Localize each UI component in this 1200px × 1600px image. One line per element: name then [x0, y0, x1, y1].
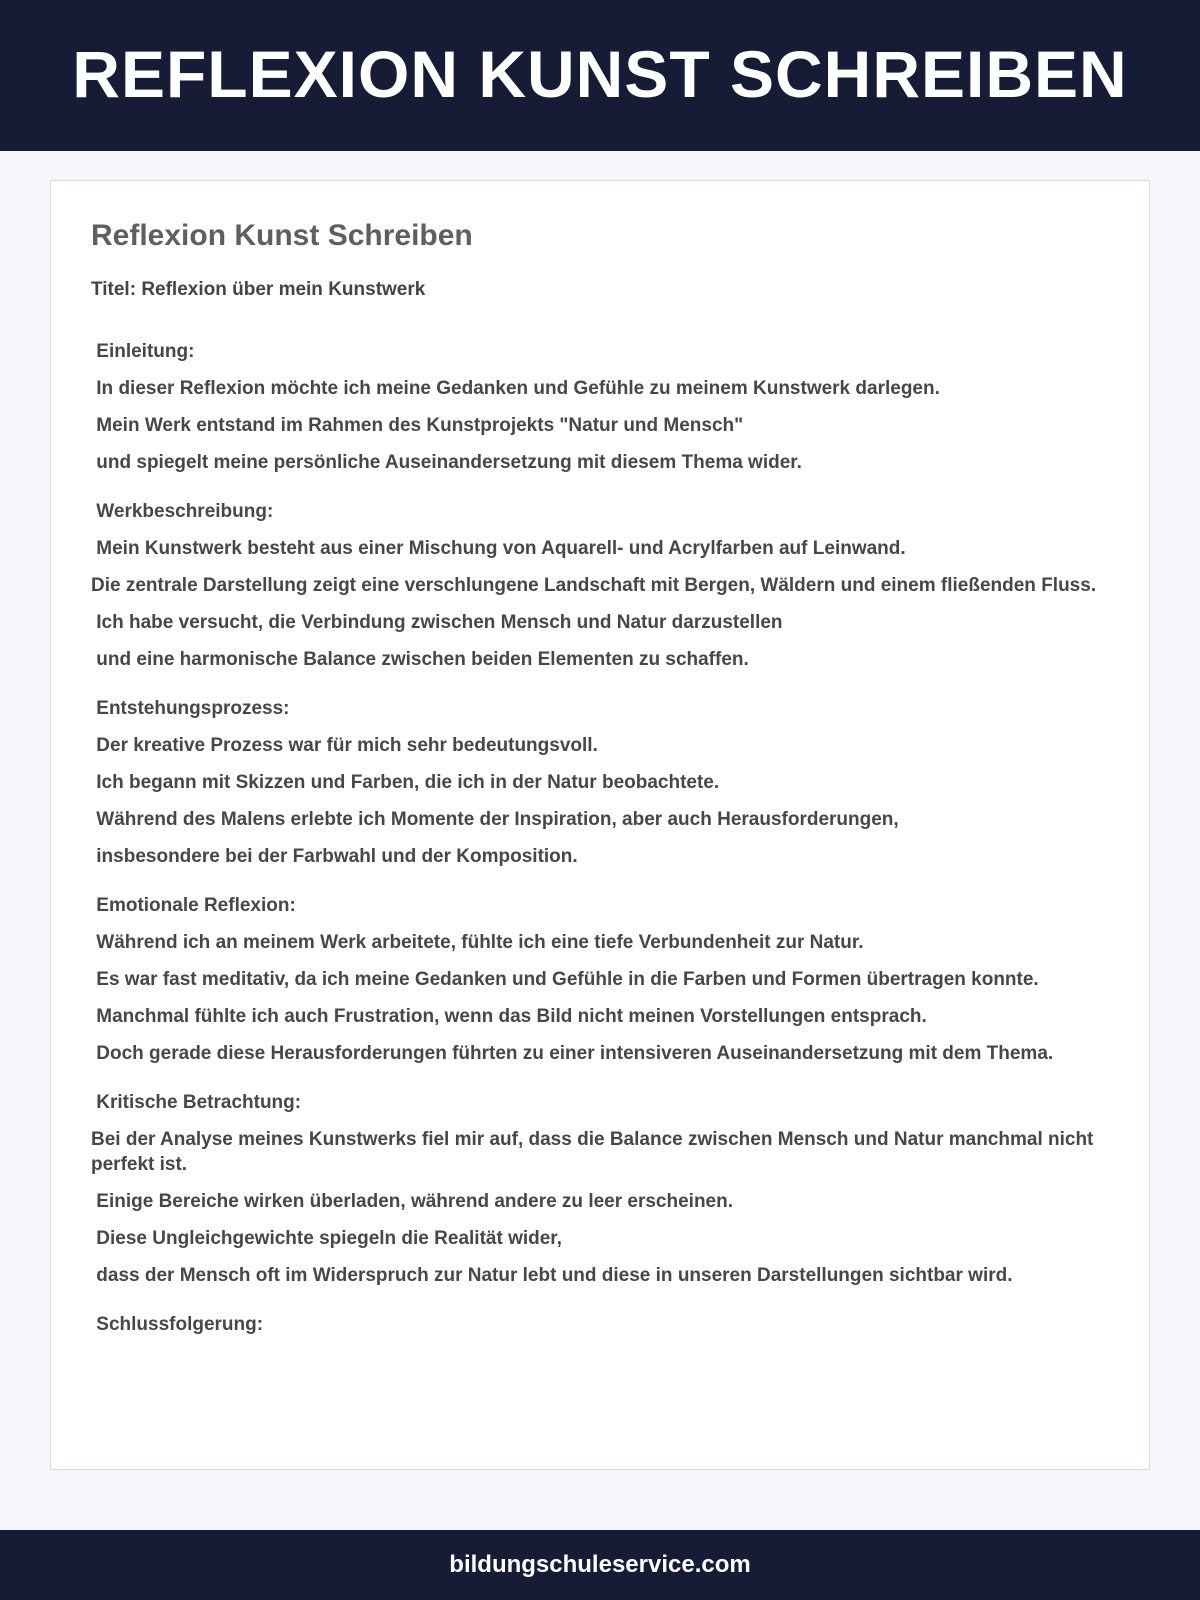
- paragraph-line: insbesondere bei der Farbwahl und der Komposition.: [91, 846, 578, 867]
- section-heading: Emotionale Reflexion:: [91, 895, 296, 916]
- paragraph-line: Mein Werk entstand im Rahmen des Kunstprojekts "Natur und Mensch": [91, 415, 744, 436]
- section-heading: Entstehungsprozess:: [91, 698, 290, 719]
- paragraph-line: In dieser Reflexion möchte ich meine Gedanken und Gefühle zu meinem Kunstwerk darlegen.: [91, 378, 940, 399]
- paragraph-line: Während ich an meinem Werk arbeitete, fühlte ich eine tiefe Verbundenheit zur Natur.: [91, 932, 864, 953]
- section-heading: Werkbeschreibung:: [91, 501, 274, 522]
- document-card: [50, 180, 1150, 1470]
- paragraph-line: Diese Ungleichgewichte spiegeln die Realität wider,: [91, 1228, 562, 1249]
- section-emotionale-reflexion: [91, 893, 1101, 1066]
- paragraph-line: Mein Kunstwerk besteht aus einer Mischung von Aquarell- und Acrylfarben auf Leinwand.: [91, 538, 906, 559]
- paragraph-line: Ich habe versucht, die Verbindung zwischen Mensch und Natur darzustellen: [91, 612, 783, 633]
- section-entstehungsprozess: [91, 696, 1101, 869]
- document-title: Reflexion Kunst Schreiben: [91, 219, 473, 252]
- paragraph-line: Es war fast meditativ, da ich meine Gedanken und Gefühle in die Farben und Formen übertragen konnte.: [91, 969, 1039, 990]
- page-header: [0, 0, 1200, 151]
- section-heading: Einleitung:: [91, 341, 195, 362]
- paragraph-line: Einige Bereiche wirken überladen, während andere zu leer erscheinen.: [91, 1191, 734, 1212]
- section-kritische-betrachtung: [91, 1090, 1101, 1288]
- section-heading: Kritische Betrachtung:: [91, 1092, 302, 1113]
- paragraph-line: Manchmal fühlte ich auch Frustration, wenn das Bild nicht meinen Vorstellungen entsprach.: [91, 1006, 927, 1027]
- section-einleitung: [91, 339, 1101, 475]
- section-schlussfolgerung: [91, 1312, 1101, 1337]
- paragraph-line: dass der Mensch oft im Widerspruch zur Natur lebt und diese in unseren Darstellungen sichtbar wird.: [91, 1265, 1013, 1286]
- paragraph-line: Bei der Analyse meines Kunstwerks fiel mir auf, dass die Balance zwischen Mensch und Natur manchmal nicht perfekt ist.: [91, 1129, 1099, 1175]
- paragraph-line: und eine harmonische Balance zwischen beiden Elementen zu schaffen.: [91, 649, 749, 670]
- paragraph-line: und spiegelt meine persönliche Auseinandersetzung mit diesem Thema wider.: [91, 452, 802, 473]
- footer-site-link[interactable]: bildungschuleservice.com: [449, 1551, 751, 1578]
- paragraph-line: Der kreative Prozess war für mich sehr bedeutungsvoll.: [91, 735, 598, 756]
- section-werkbeschreibung: [91, 499, 1101, 672]
- paragraph-line: Die zentrale Darstellung zeigt eine verschlungene Landschaft mit Bergen, Wäldern und einem fließenden Fluss.: [91, 575, 1097, 596]
- page-footer: [0, 1530, 1200, 1600]
- header-title: REFLEXION KUNST SCHREIBEN: [72, 36, 1128, 111]
- document-body: [91, 339, 1101, 1361]
- paragraph-line: Doch gerade diese Herausforderungen führten zu einer intensiveren Auseinandersetzung mit dem Thema.: [91, 1043, 1054, 1064]
- section-heading: Schlussfolgerung:: [91, 1314, 264, 1335]
- paragraph-line: Während des Malens erlebte ich Momente der Inspiration, aber auch Herausforderungen,: [91, 809, 899, 830]
- document-subtitle: Titel: Reflexion über mein Kunstwerk: [91, 279, 426, 300]
- paragraph-line: Ich begann mit Skizzen und Farben, die ich in der Natur beobachtete.: [91, 772, 720, 793]
